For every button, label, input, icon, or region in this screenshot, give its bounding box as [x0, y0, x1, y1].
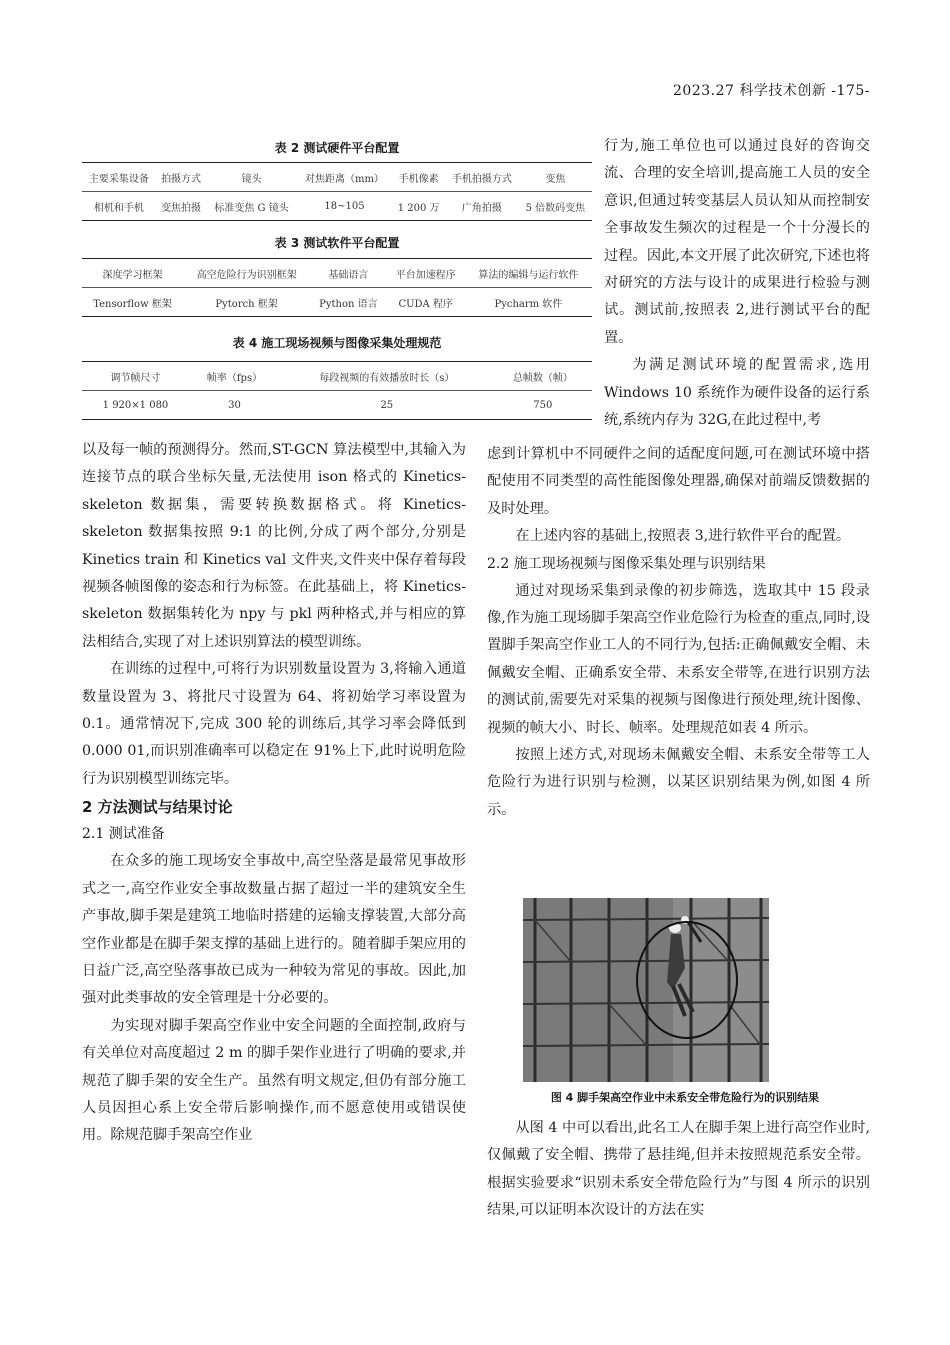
table2-header: 拍摄方式 — [156, 163, 207, 192]
table2-cell: 标准变焦 G 镜头 — [206, 192, 296, 221]
table4-cell: 750 — [494, 391, 592, 420]
table2-header: 手机像素 — [392, 163, 445, 192]
left-column — [82, 437, 466, 1150]
table3-header: 深度学习框架 — [82, 259, 183, 288]
paragraph: 为实现对脚手架高空作业中安全问题的全面控制,政府与有关单位对高度超过 2 m 的脚手架作业进行了明确的要求,并规范了脚手架的安全生产。虽然有明文规定,但仍有部分施工人员因担心系上安全带后影响操作,而不愿意使用或错误使用。除规范脚手架高空作业 — [82, 1017, 466, 1144]
figure-4-photo — [523, 898, 769, 1082]
subsection-heading: 2.1 测试准备 — [82, 826, 165, 843]
paragraph: 以及每一帧的预测得分。然而,ST-GCN 算法模型中,其输入为连接节点的联合坐标矢量,无法使用 ison 格式的 Kinetics-skeleton 数据集，需要转换数据格式。将 Kinetics-skeleton 数据集按照 9:1 的比例,分成了两个部分,分别是 Kinetics train 和 Kinetics val 文件夹,文件夹中保存着每段视频各帧图像的姿态和行为标签。在此基础上，将 Kinetics-skeleton 数据集转化为 npy 与 pkl 两种格式,并与相应的算法相结合,实现了对上述识别算法的模型训练。 — [82, 442, 466, 650]
scaffold-photo-illustration — [523, 898, 769, 1082]
table2-cell: 相机和手机 — [82, 192, 156, 221]
paragraph: 通过对现场采集到录像的初步筛选，选取其中 15 段录像,作为施工现场脚手架高空作业危险行为检查的重点,同时,设置脚手架高空作业工人的不同行为,包括:正确佩戴安全帽、未佩戴安全帽、正确系安全带、未系安全带等,在进行识别方法的测试前,需要先对采集的视频与图像进行预处理,统计图像、视频的帧大小、时长、帧率。处理规范如表 4 所示。 — [487, 582, 870, 736]
table2-cell: 1 200 万 — [392, 192, 445, 221]
right-column-bottom — [487, 1115, 870, 1225]
right-column — [487, 441, 870, 824]
table3-cell: CUDA 程序 — [387, 288, 465, 317]
table2 — [82, 162, 592, 221]
paragraph: 从图 4 中可以看出,此名工人在脚手架上进行高空作业时,仅佩戴了安全帽、携带了悬挂绳,但并未按照规范系安全带。根据实验要求“识别未系安全带危险行为”与图 4 所示的识别结果,可以证明本次设计的方法在实 — [487, 1120, 870, 1219]
table2-header: 对焦距离（mm） — [297, 163, 393, 192]
table4-header: 帧率（fps） — [189, 362, 280, 391]
table3-header: 算法的编辑与运行软件 — [465, 259, 592, 288]
table4-cell: 25 — [280, 391, 494, 420]
paragraph: 虑到计算机中不同硬件之间的适配度问题,可在测试环境中搭配使用不同类型的高性能图像处理器,确保对前端反馈数据的及时处理。 — [487, 446, 870, 517]
table4-header: 每段视频的有效播放时长（s） — [280, 362, 494, 391]
table2-header: 手机拍摄方式 — [445, 163, 519, 192]
table2-caption: 表 2 测试硬件平台配置 — [274, 141, 400, 155]
table2-header: 主要采集设备 — [82, 163, 156, 192]
right-column-top — [604, 133, 870, 434]
table2-cell: 5 倍数码变焦 — [519, 192, 592, 221]
table2-header: 变焦 — [519, 163, 592, 192]
page-header: 2023.27 科学技术创新 -175- — [673, 83, 870, 99]
table2-cell: 变焦拍摄 — [156, 192, 207, 221]
table3-cell: Tensorflow 框架 — [82, 288, 183, 317]
table3-cell: Pytorch 框架 — [183, 288, 310, 317]
table3 — [82, 258, 592, 317]
table4-caption: 表 4 施工现场视频与图像采集处理规范 — [232, 336, 442, 350]
paragraph: 按照上述方式,对现场未佩戴安全帽、未系安全带等工人危险行为进行识别与检测，以某区识别结果为例,如图 4 所示。 — [487, 747, 870, 818]
paragraph: 为满足测试环境的配置需求,选用 Windows 10 系统作为硬件设备的运行系统,系统内存为 32G,在此过程中,考 — [604, 357, 870, 429]
table2-header: 镜头 — [206, 163, 296, 192]
table4-header: 调节帧尺寸 — [82, 362, 189, 391]
table2-cell: 18~105 — [297, 192, 393, 221]
paragraph: 在众多的施工现场安全事故中,高空坠落是最常见事故形式之一,高空作业安全事故数量占据了超过一半的建筑安全生产事故,脚手架是建筑工地临时搭建的运输支撑装置,大部分高空作业都是在脚手架支撑的基础上进行的。随着脚手架应用的日益广泛,高空坠落事故已成为一种较为常见的事故。因此,加强对此类事故的安全管理是十分必要的。 — [82, 853, 466, 1007]
table4-header: 总帧数（帧） — [494, 362, 592, 391]
section-heading: 2 方法测试与结果讨论 — [82, 798, 233, 817]
table2-cell: 广角拍摄 — [445, 192, 519, 221]
table3-header: 高空危险行为识别框架 — [183, 259, 310, 288]
paragraph: 行为,施工单位也可以通过良好的咨询交流、合理的安全培训,提高施工人员的安全意识,但通过转变基层人员认知从而控制安全事故发生频次的过程是一个十分漫长的过程。因此,本文开展了此次研究,下述也将对研究的方法与设计的成果进行检验与测试。测试前,按照表 2,进行测试平台的配置。 — [604, 138, 870, 346]
table3-cell: Pycharm 软件 — [465, 288, 592, 317]
figure-4-caption: 图 4 脚手架高空作业中未系安全带危险行为的识别结果 — [550, 1091, 820, 1104]
table3-header: 基础语言 — [310, 259, 386, 288]
subsection-heading: 2.2 施工现场视频与图像采集处理与识别结果 — [487, 555, 766, 572]
paragraph: 在训练的过程中,可将行为识别数量设置为 3,将输入通道数量设置为 3、将批尺寸设置为 64、将初始学习率设置为 0.1。通常情况下,完成 300 轮的训练后,其学习率会降低到 0.000 01,而识别准确率可以稳定在 91%上下,此时说明危险行为识别模型训练完毕。 — [82, 661, 466, 787]
table4-cell: 30 — [189, 391, 280, 420]
table4 — [82, 361, 592, 420]
table3-cell: Python 语言 — [310, 288, 386, 317]
paragraph: 在上述内容的基础上,按照表 3,进行软件平台的配置。 — [515, 528, 851, 545]
table4-cell: 1 920×1 080 — [82, 391, 189, 420]
table3-header: 平台加速程序 — [387, 259, 465, 288]
table3-caption: 表 3 测试软件平台配置 — [274, 236, 400, 250]
